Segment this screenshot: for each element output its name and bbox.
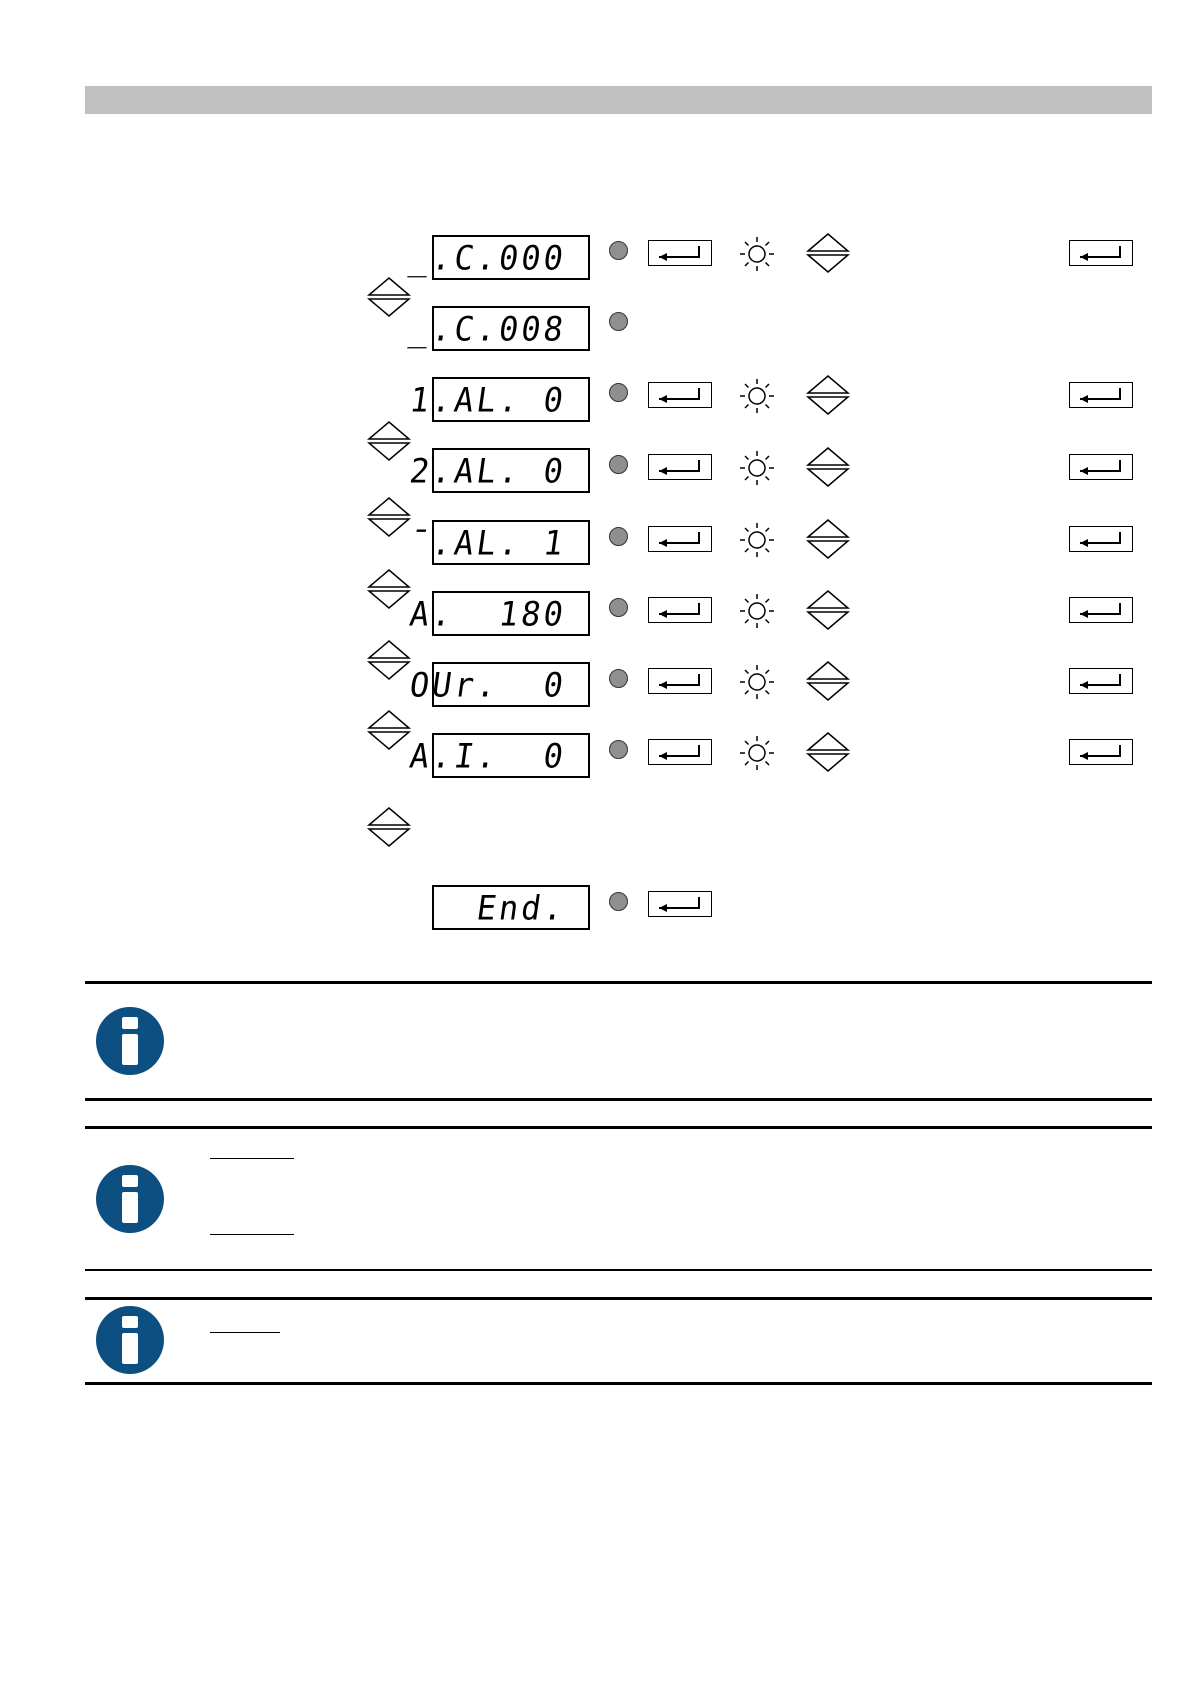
up-down-arrows-icon [366,804,412,850]
enter-key-icon [648,739,712,765]
info-icon [96,1007,164,1075]
indicator-led-icon [609,598,628,617]
enter-key-icon [648,597,712,623]
divider [85,1126,1152,1129]
indicator-led-icon [609,455,628,474]
info-icon [96,1165,164,1233]
up-down-arrows-icon [366,566,412,612]
lcd-display: OUr. 0 [432,662,590,707]
up-down-arrows-icon [805,729,851,775]
lcd-display: End. [432,885,590,930]
blinking-sun-icon [737,733,777,773]
blinking-sun-icon [737,591,777,631]
enter-key-icon [1069,454,1133,480]
lcd-display: ¯.AL. 1 [432,520,590,565]
blinking-sun-icon [737,448,777,488]
indicator-led-icon [609,892,628,911]
enter-key-icon [648,668,712,694]
lcd-display: A.I. 0 [432,733,590,778]
up-down-arrows-icon [805,587,851,633]
indicator-led-icon [609,383,628,402]
lcd-display: 2.AL. 0 [432,448,590,493]
up-down-arrows-icon [366,274,412,320]
lcd-display: A. 180 [432,591,590,636]
up-down-arrows-icon [805,372,851,418]
enter-key-icon [1069,597,1133,623]
enter-key-icon [1069,739,1133,765]
info-icon [96,1306,164,1374]
enter-key-icon [648,454,712,480]
enter-key-icon [1069,668,1133,694]
divider [85,1269,1152,1271]
indicator-led-icon [609,527,628,546]
up-down-arrows-icon [366,418,412,464]
lcd-display: _.C.008 [432,306,590,351]
underline [210,1332,280,1333]
enter-key-icon [648,240,712,266]
header-bar [85,86,1152,114]
underline [210,1234,294,1235]
up-down-arrows-icon [805,516,851,562]
blinking-sun-icon [737,376,777,416]
enter-key-icon [648,526,712,552]
lcd-display: 1.AL. 0 [432,377,590,422]
lcd-display: _.C.000 [432,235,590,280]
divider [85,1382,1152,1385]
enter-key-icon [1069,240,1133,266]
enter-key-icon [1069,526,1133,552]
up-down-arrows-icon [366,637,412,683]
up-down-arrows-icon [366,707,412,753]
indicator-led-icon [609,669,628,688]
up-down-arrows-icon [805,230,851,276]
divider [85,1098,1152,1101]
enter-key-icon [1069,382,1133,408]
divider [85,981,1152,984]
blinking-sun-icon [737,234,777,274]
divider [85,1297,1152,1300]
up-down-arrows-icon [366,494,412,540]
indicator-led-icon [609,740,628,759]
enter-key-icon [648,891,712,917]
up-down-arrows-icon [805,658,851,704]
blinking-sun-icon [737,520,777,560]
blinking-sun-icon [737,662,777,702]
enter-key-icon [648,382,712,408]
indicator-led-icon [609,241,628,260]
underline [210,1158,294,1159]
indicator-led-icon [609,312,628,331]
up-down-arrows-icon [805,444,851,490]
